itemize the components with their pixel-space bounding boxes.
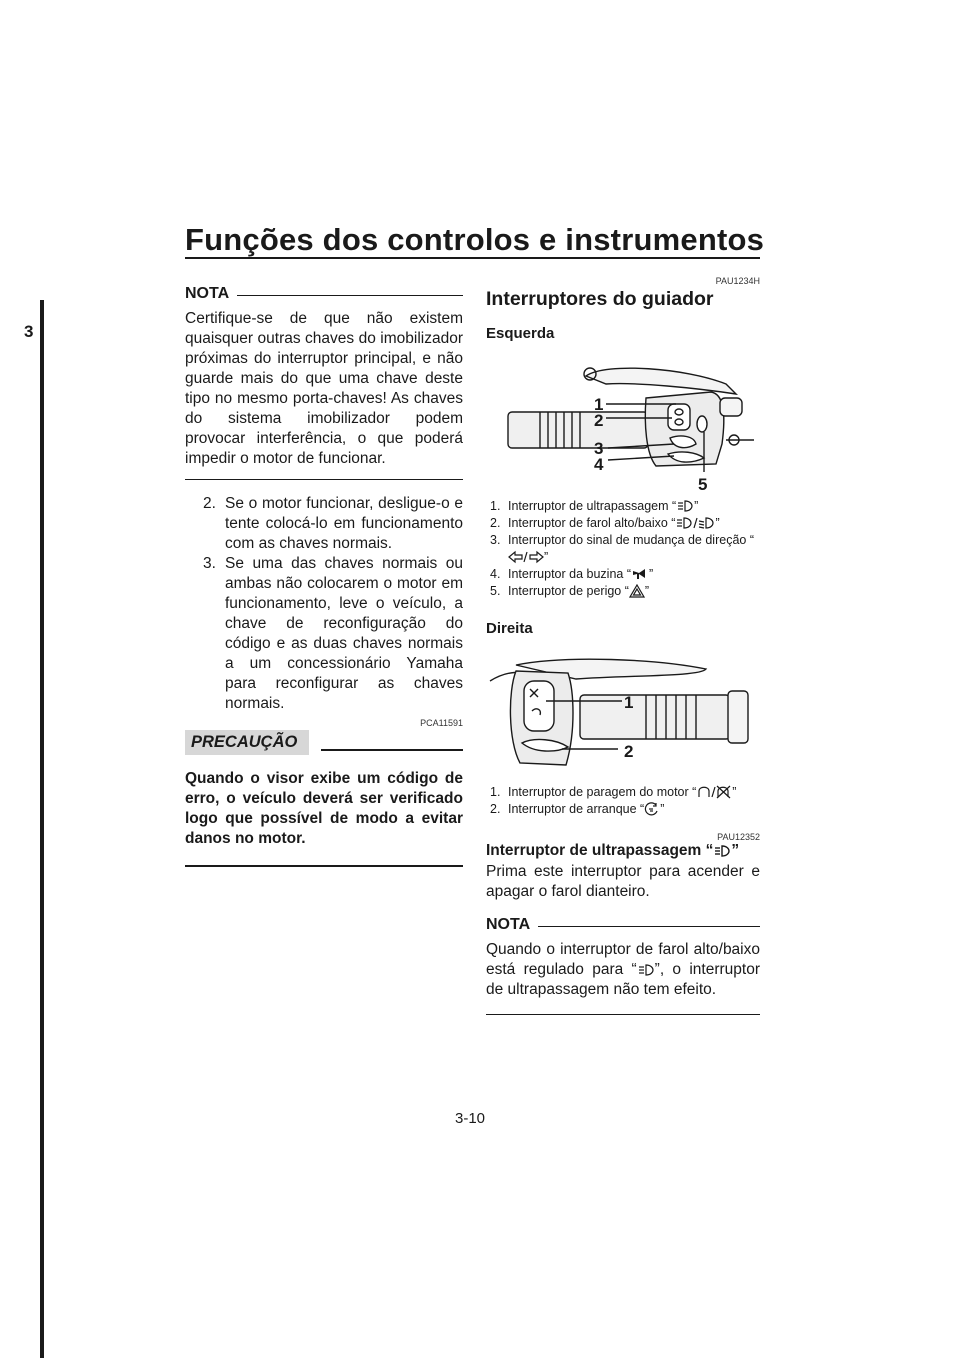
chapter-number: 3 [24,322,34,341]
callout-1: 1 [594,395,604,414]
high-low-beam-icon [675,516,715,530]
headlight-icon [676,499,694,513]
right-column [486,276,760,1015]
caution-end-rule [185,865,463,867]
note-heading [486,916,760,934]
engine-stop-icon [696,785,732,799]
note-heading [185,285,463,303]
note-text: Quando o interruptor de farol alto/baixo está regulado para “ ”, o interruptor de ultrapassagem não tem efeito. [486,941,760,998]
note-end-rule [486,1014,760,1015]
note-label: NOTA [185,285,230,302]
caption-item: 2. Interruptor de farol alto/baixo “ ” [490,516,720,530]
caption-item: 4. Interruptor da buzina “ ” [490,567,654,581]
hazard-icon [629,584,645,598]
caption-item: 1. Interruptor de paragem do motor “ ” [490,785,737,799]
caption-item: 1. Interruptor de ultrapassagem “ ” [490,499,699,513]
right-handlebar-label: Direita [486,620,533,637]
right-caption-list [486,784,760,818]
caution-heading [185,730,463,755]
turn-signal-icon [508,550,544,564]
chapter-bar [40,300,44,1358]
note-label: NOTA [486,916,531,933]
callout-2: 2 [624,742,634,761]
caption-item: 2. Interruptor de arranque “ ” [490,802,665,816]
step-item: 2. Se o motor funcionar, desligue-o e tente colocá-lo em funcionamento com as chaves normais. [203,495,463,552]
page-number: 3-10 [455,1110,486,1127]
left-column [185,285,463,867]
callout-3: 3 [594,439,604,458]
note-end-rule [185,479,463,480]
steps-list [185,494,463,714]
page-title: Funções dos controlos e instrumentos [185,222,765,257]
pass-title: Interruptor de ultrapassagem “ ” [486,842,740,859]
left-handlebar-label: Esquerda [486,325,555,342]
headlight-icon [713,844,731,858]
start-icon [644,802,660,816]
left-handlebar-illustration [486,354,760,494]
pass-text: Prima este interruptor para acender e apagar o farol dianteiro. [486,863,760,900]
caution-label: PRECAUÇÃO [185,730,309,755]
caution-code: PCA11591 [420,718,463,728]
section-title: Interruptores do guiador [486,288,714,310]
horn-icon [631,567,649,581]
caption-item: 3. Interruptor do sinal de mudança de direção “” [490,533,754,564]
left-caption-list [486,498,760,600]
callout-5: 5 [698,475,708,494]
title-rule [185,257,760,259]
caption-item: 5. Interruptor de perigo “ ” [490,584,650,598]
step-item: 3. Se uma das chaves normais ou ambas não colocarem o motor em funcionamento, leve o veículo, a chave de reconfiguração do código e as duas chaves normais a um concessionário Yamaha para reconfigurar as chaves normais. [203,555,463,712]
caution-text: Quando o visor exibe um código de erro, o veículo deverá ser verificado logo que possível de modo a evitar danos no motor. [185,770,463,847]
note-text: Certifique-se de que não existem quaisquer outras chaves do imobilizador próximas do interruptor principal, e não guarde mais do que uma chave deste tipo no mesmo porta-chaves! As chaves do sistema imobilizador podem provocar interferência, o que poderá impedir o motor de funcionar. [185,310,463,467]
callout-1: 1 [624,693,634,712]
right-handlebar-illustration [486,651,760,776]
pass-code: PAU12352 [717,832,760,842]
section-code: PAU1234H [715,276,760,286]
callout-4: 4 [594,455,604,474]
callout-2: 2 [594,411,604,430]
headlight-icon [637,963,655,977]
